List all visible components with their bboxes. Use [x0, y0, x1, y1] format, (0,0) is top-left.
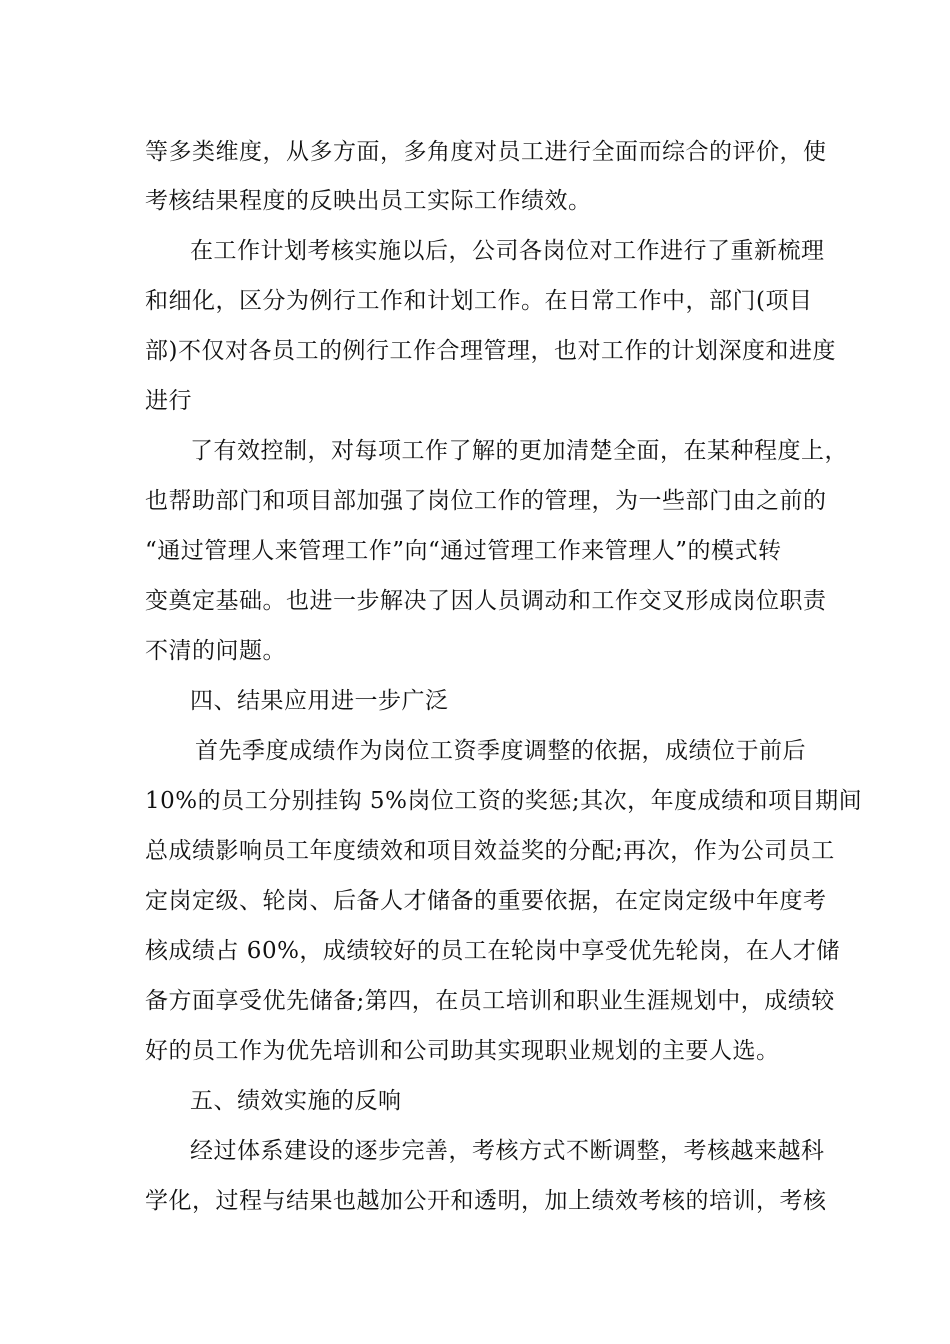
text-line: 不清的问题。 [145, 638, 286, 664]
text-line: 和细化，区分为例行工作和计划工作。在日常工作中，部门(项目 [145, 288, 813, 314]
text-line: 也帮助部门和项目部加强了岗位工作的管理，为一些部门由之前的 [145, 488, 827, 514]
section-heading: 四、结果应用进一步广泛 [190, 688, 449, 714]
text-line: 首先季度成绩作为岗位工资季度调整的依据，成绩位于前后 [195, 738, 806, 764]
text-line: 核成绩占 60%，成绩较好的员工在轮岗中享受优先轮岗，在人才储 [145, 938, 840, 964]
text-line: 部)不仅对各员工的例行工作合理管理，也对工作的计划深度和进度 [145, 338, 836, 364]
text-line: 考核结果程度的反映出员工实际工作绩效。 [145, 188, 592, 214]
text-line: 了有效控制，对每项工作了解的更加清楚全面，在某种程度上， [190, 438, 848, 464]
text-line: 好的员工作为优先培训和公司助其实现职业规划的主要人选。 [145, 1038, 780, 1064]
text-line: 学化，过程与结果也越加公开和透明，加上绩效考核的培训，考核 [145, 1188, 827, 1214]
text-line: 总成绩影响员工年度绩效和项目效益奖的分配;再次，作为公司员工 [145, 838, 835, 864]
text-line: 备方面享受优先储备;第四，在员工培训和职业生涯规划中，成绩较 [145, 988, 835, 1014]
text-line: 定岗定级、轮岗、后备人才储备的重要依据，在定岗定级中年度考 [145, 888, 827, 914]
text-line: 在工作计划考核实施以后，公司各岗位对工作进行了重新梳理 [190, 238, 825, 264]
text-line: 10%的员工分别挂钩 5%岗位工资的奖惩;其次，年度成绩和项目期间 [145, 788, 863, 814]
text-line: 变奠定基础。也进一步解决了因人员调动和工作交叉形成岗位职责 [145, 588, 827, 614]
text-line: “通过管理人来管理工作”向“通过管理工作来管理人”的模式转 [145, 538, 782, 564]
text-line: 等多类维度，从多方面，多角度对员工进行全面而综合的评价，使 [145, 139, 827, 165]
text-line: 经过体系建设的逐步完善，考核方式不断调整，考核越来越科 [190, 1138, 825, 1164]
text-line: 进行 [145, 388, 192, 414]
section-heading: 五、绩效实施的反响 [190, 1088, 402, 1114]
